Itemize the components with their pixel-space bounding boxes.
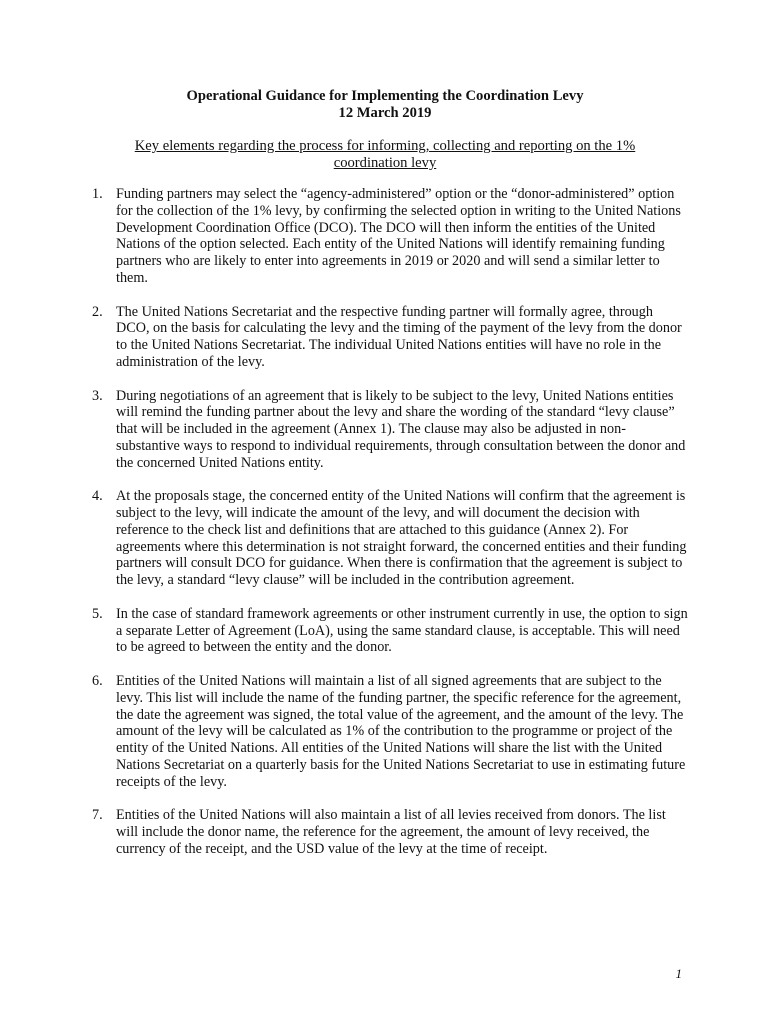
list-item: [0, 606, 770, 656]
list-item-text: Entities of the United Nations will maintain a list of all signed agreements that are subject to the levy. This list will include the name of the funding partner, the specific reference for the agreement, the date the agreement was signed, the total value of the agreement, and the amount of the levy. The amount of the levy will be calculated as 1% of the contribution to the programme or project of the entity of the United Nations. All entities of the United Nations will share the list with the United Nations Secretariat on a quarterly basis for the United Nations Secretariat to use in estimating future receipts of the levy.: [116, 673, 686, 790]
list-item-number: 3.: [92, 387, 103, 404]
list-item-number: 7.: [92, 807, 103, 824]
list-item-number: 5.: [92, 605, 103, 622]
list-item: [0, 304, 770, 371]
document-title: Operational Guidance for Implementing the Coordination Levy: [186, 88, 584, 104]
list-item-number: 6.: [92, 673, 103, 689]
list-item: [0, 186, 770, 287]
list-item-text: At the proposals stage, the concerned entity of the United Nations will confirm that the agreement is subject to the levy, will indicate the amount of the levy, and will document the decision with reference to the check list and definitions that are attached to this guidance (Annex 2). For agreements where this determination is not straight forward, the concerned entities and their funding partners will consult DCO for guidance. When there is confirmation that the agreement is subject to the levy, a standard “levy clause” will be included in the contribution agreement.: [116, 488, 687, 588]
document-subtitle: Key elements regarding the process for informing, collecting and reporting on the 1% coordination levy: [134, 138, 636, 171]
list-item-text: In the case of standard framework agreements or other instrument currently in use, the option to sign a separate Letter of Agreement (LoA), using the same standard clause, is acceptable. This will need to be agreed to between the entity and the donor.: [116, 605, 688, 656]
list-item: [0, 673, 770, 790]
list-item-text: The United Nations Secretariat and the respective funding partner will formally agree, through DCO, on the basis for calculating the levy and the timing of the payment of the levy from the donor to the United Nations Secretariat. The individual United Nations entities will have no role in the administration of the levy.: [116, 303, 682, 370]
list-item-number: 4.: [92, 488, 103, 505]
list-item-number: 1.: [92, 186, 103, 202]
list-item: [0, 488, 770, 589]
list-item-text: During negotiations of an agreement that is likely to be subject to the levy, United Nations entities will remind the funding partner about the levy and share the wording of the standard “levy clause” that will be included in the agreement (Annex 1). The clause may also be adjusted in non-substantive ways to respond to individual requirements, through consultation between the donor and the concerned United Nations entity.: [116, 387, 686, 471]
page-number: 1: [675, 966, 682, 981]
list-item-text: Entities of the United Nations will also maintain a list of all levies received from donors. The list will include the donor name, the reference for the agreement, the amount of levy received, the currency of the receipt, and the USD value of the levy at the time of receipt.: [116, 807, 666, 857]
guidance-list: [0, 186, 770, 875]
list-item: [0, 388, 770, 472]
list-item-number: 2.: [92, 303, 103, 320]
list-item-text: Funding partners may select the “agency-administered” option or the “donor-administered” option for the collection of the 1% levy, by confirming the selected option in writing to the United Nations Development Coordination Office (DCO). The DCO will then inform the entities of the United Nations of the option selected. Each entity of the United Nations will identify remaining funding partners who are likely to enter into agreements in 2019 or 2020 and will send a similar letter to them.: [116, 186, 681, 286]
document-date: 12 March 2019: [338, 105, 432, 121]
list-item: [0, 807, 770, 857]
